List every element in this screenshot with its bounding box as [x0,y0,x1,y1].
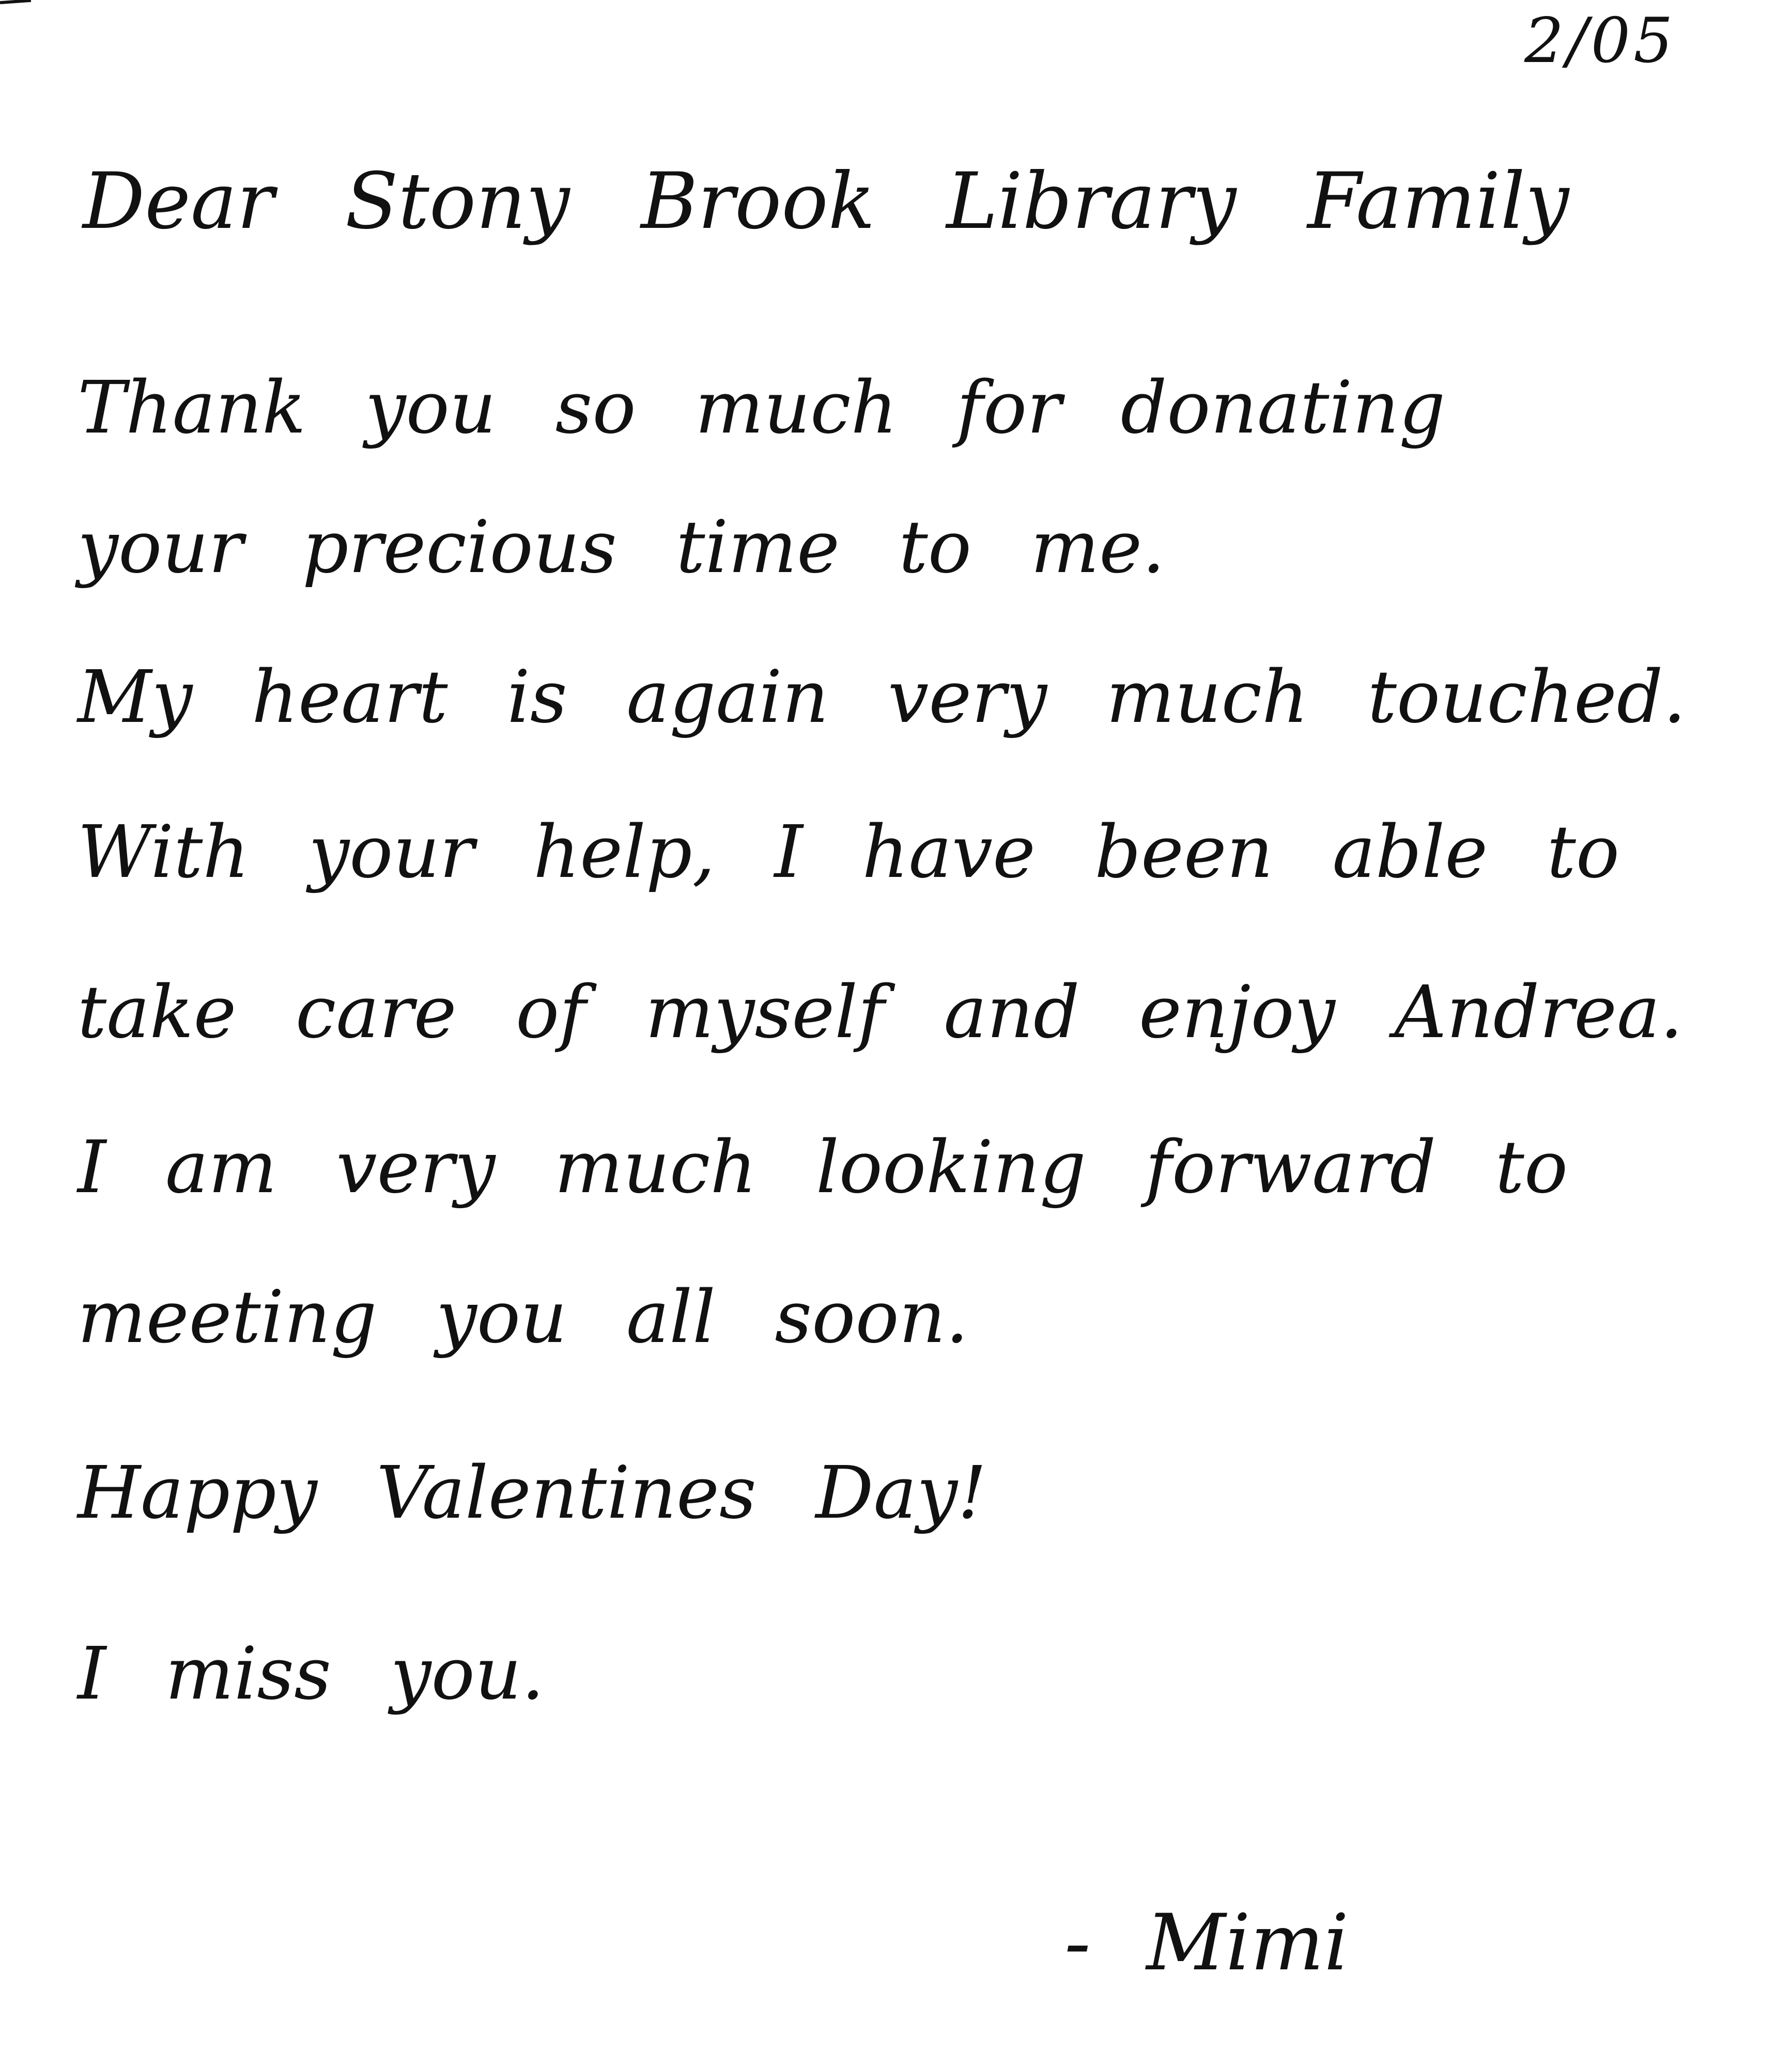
letter-line-6: I am very much looking forward to [78,1125,1568,1210]
letter-line-3: My heart is again very much touched. [78,655,1686,739]
letter-line-8: Happy Valentines Day! [78,1451,987,1535]
letter-greeting: Dear Stony Brook Library Family [83,157,1569,246]
letter-signature: - Mimi [1064,1898,1349,1988]
letter-date: 2/05 [1524,5,1676,77]
letter-line-7: meeting you all soon. [78,1275,969,1360]
letter-line-5: take care of myself and enjoy Andrea. [78,970,1683,1055]
letter-line-1: Thank you so much for donating [78,366,1446,450]
letter-line-4: With your help, I have been able to [78,810,1620,894]
scan-edge-mark [0,0,31,4]
letter-line-2: your precious time to me. [78,505,1165,590]
letter-line-9: I miss you. [78,1632,545,1716]
